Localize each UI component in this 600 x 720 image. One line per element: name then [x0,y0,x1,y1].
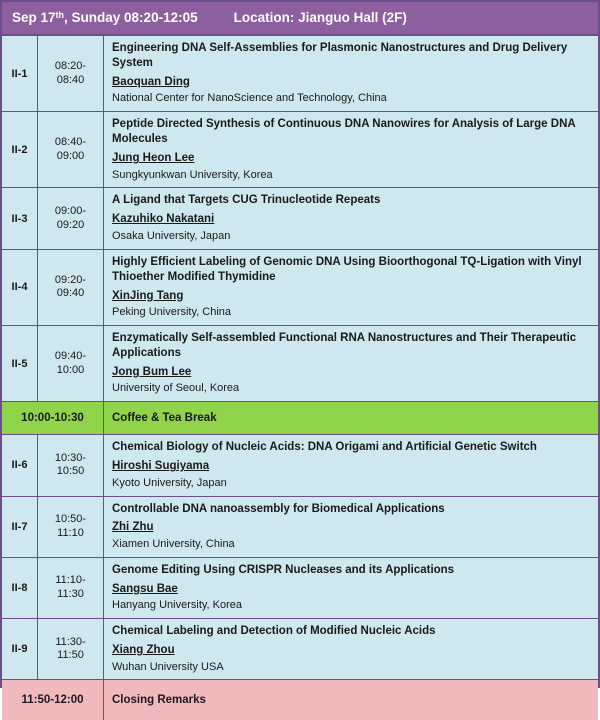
talk-details [104,435,598,495]
talk-details [104,112,598,187]
talk-time-end: 09:20 [56,218,85,231]
talk-speaker: Zhi Zhu [112,521,154,534]
talk-affiliation: Hanyang University, Korea [112,599,243,612]
closing-row [2,680,598,720]
talk-time [38,619,104,679]
talk-code: II-1 [2,36,38,111]
table-row [2,36,598,112]
talk-speaker: Baoquan Ding [112,75,190,88]
break-label: Coffee & Tea Break [112,412,217,425]
talk-affiliation: Osaka University, Japan [112,229,231,242]
talk-title: Enzymatically Self-assembled Functional RNA Nanostructures and Their Therapeutic Applications [112,332,577,359]
talk-time-start: 09:20- [54,273,87,286]
talk-time-start: 11:30- [55,635,86,648]
talk-time-end: 11:10 [57,526,84,539]
talk-time-start: 10:30- [54,451,87,464]
table-row [2,435,598,496]
talk-time [38,112,104,187]
talk-time-start: 09:40- [54,349,87,362]
table-row [2,558,598,619]
schedule-rows [2,36,598,720]
session-header [2,2,598,36]
talk-title: Genome Editing Using CRISPR Nucleases and its Applications [112,563,455,576]
talk-code: II-5 [2,326,38,401]
talk-affiliation: Wuhan University USA [112,660,224,673]
table-row [2,112,598,188]
talk-title: Engineering DNA Self-Assemblies for Plasmonic Nanostructures and Drug Delivery System [112,42,568,69]
session-location: Location: Jianguo Hall (2F) [233,10,407,25]
table-row [2,188,598,249]
talk-code: II-9 [2,619,38,679]
talk-speaker: Kazuhiko Nakatani [112,213,215,226]
talk-time-start: 08:20- [54,59,87,72]
table-row [2,619,598,680]
talk-time-end: 09:00 [56,149,85,162]
talk-affiliation: National Center for NanoScience and Technology, China [112,92,387,105]
session-date-ordinal-suffix: th [55,10,65,20]
talk-time-start: 10:50- [54,512,87,525]
talk-speaker: Jong Bum Lee [112,365,192,378]
talk-affiliation: University of Seoul, Korea [112,382,240,395]
talk-code: II-6 [2,435,38,495]
talk-title: Chemical Labeling and Detection of Modified Nucleic Acids [112,625,436,638]
talk-speaker: XinJing Tang [112,289,184,302]
talk-affiliation: Kyoto University, Japan [112,476,227,489]
talk-time-start: 08:40- [54,136,87,149]
talk-title: Controllable DNA nanoassembly for Biomedical Applications [112,502,445,515]
talk-time-end: 11:50 [57,649,84,662]
closing-time: 11:50-12:00 [2,680,104,720]
talk-title: A Ligand that Targets CUG Trinucleotide Repeats [112,194,381,207]
talk-code: II-4 [2,250,38,325]
break-row [2,402,598,435]
talk-details [104,558,598,618]
table-row [2,250,598,326]
talk-code: II-8 [2,558,38,618]
talk-details [104,497,598,557]
talk-speaker: Xiang Zhou [112,644,175,657]
talk-time [38,36,104,111]
talk-details [104,188,598,248]
talk-speaker: Jung Heon Lee [112,152,195,165]
talk-code: II-2 [2,112,38,187]
talk-code: II-3 [2,188,38,248]
talk-code: II-7 [2,497,38,557]
talk-details [104,619,598,679]
talk-title: Peptide Directed Synthesis of Continuous DNA Nanowires for Analysis of Large DNA Molecules [112,118,576,146]
talk-time [38,188,104,248]
talk-time [38,250,104,325]
talk-details [104,326,598,401]
break-time: 10:00-10:30 [2,402,104,434]
talk-time-end: 11:30 [57,587,84,600]
talk-time-end: 09:40 [56,287,85,300]
talk-time-end: 10:00 [56,363,85,376]
talk-details [104,250,598,325]
talk-time-end: 08:40 [56,73,85,86]
talk-time [38,326,104,401]
table-row [2,497,598,558]
table-row [2,326,598,402]
closing-label: Closing Remarks [112,694,206,707]
talk-time [38,435,104,495]
talk-time-start: 11:10- [55,574,86,587]
talk-speaker: Hiroshi Sugiyama [112,460,210,473]
talk-affiliation: Xiamen University, China [112,537,235,550]
talk-affiliation: Sungkyunkwan University, Korea [112,168,273,181]
talk-affiliation: Peking University, China [112,306,232,319]
talk-title: Highly Efficient Labeling of Genomic DNA Using Bioorthogonal TQ-Ligation with Vinyl Thioether Modified Thymidine [112,255,582,283]
talk-speaker: Sangsu Bae [112,582,178,595]
talk-title: Chemical Biology of Nucleic Acids: DNA Origami and Artificial Genetic Switch [112,441,537,454]
talk-time-start: 09:00- [54,204,87,217]
session-date-prefix: Sep 17 [12,10,56,25]
talk-time [38,558,104,618]
talk-details [104,36,598,111]
talk-time [38,497,104,557]
session-date-suffix: , Sunday 08:20-12:05 [64,10,198,25]
talk-time-end: 10:50 [56,465,85,478]
